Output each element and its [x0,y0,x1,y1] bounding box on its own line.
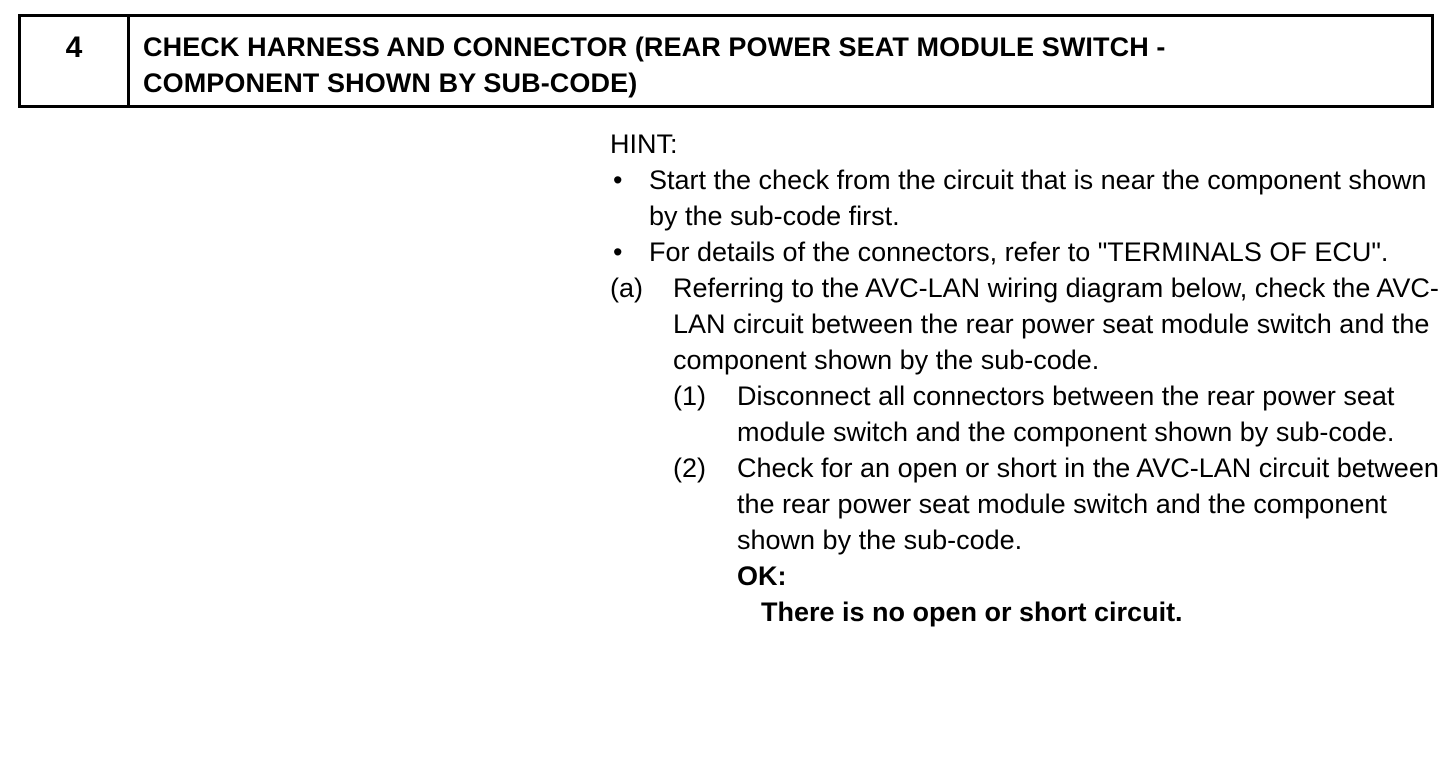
bullet-icon: • [613,237,623,267]
procedure-substep-1 [673,378,1440,450]
step-title-line-2: COMPONENT SHOWN BY SUB-CODE) [143,68,638,98]
ok-label: OK: [737,561,787,591]
substep-marker: (1) [673,381,706,411]
step-number: 4 [21,17,130,105]
hint-bullet [610,162,1440,234]
hint-bullet-text: Start the check from the circuit that is near the component shown by the sub-code first. [649,165,1427,231]
bullet-icon: • [613,165,623,195]
ok-result-text: There is no open or short circuit. [761,597,1183,627]
procedure-item-a-text: Referring to the AVC-LAN wiring diagram below, check the AVC-LAN circuit between the rear power seat module switch and the component shown by the sub-code. [673,273,1439,375]
substep-text: Disconnect all connectors between the rear power seat module switch and the component shown by sub-code. [737,381,1395,447]
procedure-substep-2 [673,450,1440,630]
procedure-content [610,126,1440,630]
procedure-item-a [610,270,1440,630]
hint-bullet-text: For details of the connectors, refer to "TERMINALS OF ECU". [649,237,1389,267]
step-header [18,14,1434,108]
step-title-line-1: CHECK HARNESS AND CONNECTOR (REAR POWER SEAT MODULE SWITCH - [143,32,1166,62]
substep-text: Check for an open or short in the AVC-LAN circuit between the rear power seat module switch and the component shown by the sub-code. [737,453,1439,555]
substep-marker: (2) [673,453,706,483]
hint-bullet [610,234,1440,270]
procedure-item-a-marker: (a) [610,273,643,303]
hint-label: HINT: [610,129,678,159]
step-title [130,17,1431,105]
